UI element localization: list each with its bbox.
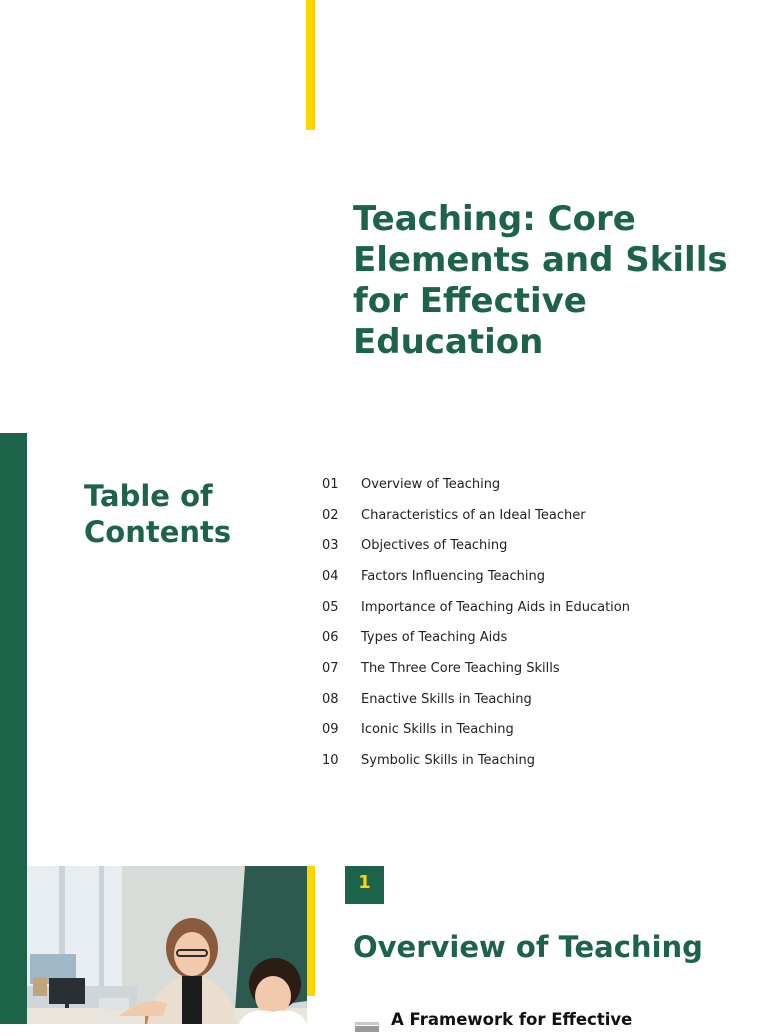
toc-item-number: 03 bbox=[322, 538, 339, 554]
toc-item-label: Iconic Skills in Teaching bbox=[361, 722, 514, 738]
book-icon bbox=[355, 1017, 379, 1027]
toc-item[interactable] bbox=[322, 653, 630, 684]
toc-item-number: 02 bbox=[322, 507, 339, 523]
toc-item[interactable] bbox=[322, 745, 630, 776]
toc-item[interactable] bbox=[322, 592, 630, 623]
toc-item[interactable] bbox=[322, 530, 630, 561]
toc-item-label: Overview of Teaching bbox=[361, 476, 501, 492]
section-title: Overview of Teaching bbox=[353, 930, 703, 964]
toc-item-number: 06 bbox=[322, 630, 339, 646]
toc-item-number: 07 bbox=[322, 660, 339, 676]
document-title: Teaching: Core Elements and Skills for Effective Education bbox=[353, 199, 728, 362]
classroom-photo bbox=[27, 866, 307, 1024]
toc-item-label: Types of Teaching Aids bbox=[361, 630, 508, 646]
toc-item-number: 04 bbox=[322, 568, 339, 584]
toc-item-label: Characteristics of an Ideal Teacher bbox=[361, 507, 586, 523]
toc-item[interactable] bbox=[322, 500, 630, 531]
toc-item-label: Objectives of Teaching bbox=[361, 538, 508, 554]
toc-item-number: 05 bbox=[322, 599, 339, 615]
section-subheading: A Framework for Effective bbox=[391, 1010, 633, 1029]
toc-item[interactable] bbox=[322, 469, 630, 500]
toc-heading: Table of Contents bbox=[84, 479, 232, 549]
toc-item-label: Enactive Skills in Teaching bbox=[361, 691, 532, 707]
section-number-badge: 1 bbox=[345, 866, 384, 904]
toc-item-label: Factors Influencing Teaching bbox=[361, 568, 546, 584]
toc-item-number: 09 bbox=[322, 722, 339, 738]
toc-item[interactable] bbox=[322, 684, 630, 715]
yellow-accent-bar-top bbox=[306, 0, 315, 130]
green-side-bar bbox=[0, 433, 27, 1024]
toc-item-label: Symbolic Skills in Teaching bbox=[361, 753, 536, 769]
toc-list bbox=[322, 469, 630, 776]
toc-item[interactable] bbox=[322, 622, 630, 653]
yellow-accent-bar-bottom bbox=[307, 866, 315, 996]
toc-item-number: 08 bbox=[322, 691, 339, 707]
toc-item-label: Importance of Teaching Aids in Education bbox=[361, 599, 630, 615]
toc-item-number: 01 bbox=[322, 476, 339, 492]
toc-item[interactable] bbox=[322, 715, 630, 746]
toc-item-number: 10 bbox=[322, 753, 339, 769]
toc-item[interactable] bbox=[322, 561, 630, 592]
toc-item-label: The Three Core Teaching Skills bbox=[361, 660, 560, 676]
